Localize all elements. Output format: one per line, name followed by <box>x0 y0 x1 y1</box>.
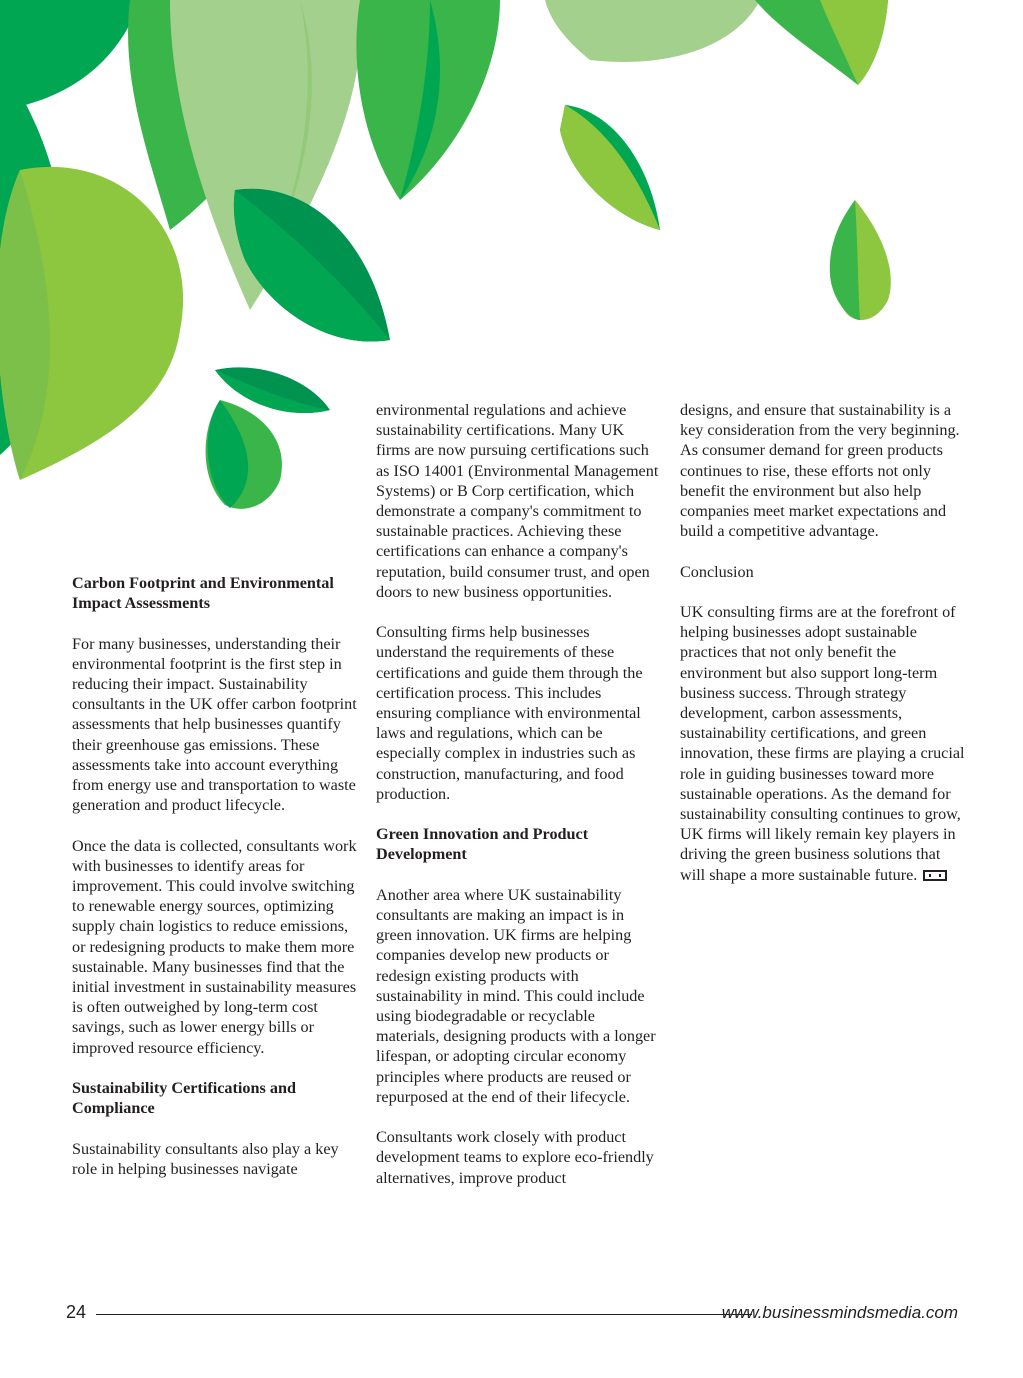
text-column-1 <box>72 573 357 1199</box>
conclusion-heading: Conclusion <box>680 562 754 581</box>
paragraph-last <box>680 602 965 885</box>
section-heading: Carbon Footprint and Environmental Impact Assessments <box>72 574 334 613</box>
paragraph: Consultants work closely with product development teams to explore eco-friendly alternatives, improve product <box>376 1128 654 1187</box>
text-column-3 <box>680 400 965 905</box>
section-heading: Sustainability Certifications and Compliance <box>72 1079 296 1118</box>
paragraph-text: UK consulting firms are at the forefront of helping businesses adopt sustainable practices that not only benefit the environment but also support long-term business success. Through strategy development, carbon assessments, sustainability certifications, and green innovation, these firms are playing a crucial role in guiding businesses toward more sustainable operations. As the demand for sustainability consulting continues to grow, UK firms will likely remain key players in driving the green business solutions that will shape a more sustainable future. <box>680 603 965 884</box>
paragraph: designs, and ensure that sustainability is a key consideration from the very beginning. As consumer demand for green products continues to rise, these efforts not only benefit the environment but also help companies meet market expectations and build a competitive advantage. <box>680 401 960 541</box>
website-link[interactable]: www.businessmindsmedia.com <box>721 1303 958 1322</box>
leaf-icon <box>560 105 660 230</box>
leaf-icon <box>830 200 860 320</box>
end-of-article-icon <box>923 870 947 881</box>
paragraph: Sustainability consultants also play a key role in helping businesses navigate <box>72 1139 339 1178</box>
text-column-2 <box>376 400 661 1208</box>
paragraph: environmental regulations and achieve sustainability certifications. Many UK firms are now pursuing certifications such as ISO 14001 (Environmental Management Systems) or B Corp certification, which demonstrate a company's commitment to sustainable practices. Achieving these certifications can enhance a company's reputation, build consumer trust, and open doors to new business opportunities. <box>376 401 659 601</box>
leaf-icon <box>0 0 140 110</box>
page-footer <box>66 1302 958 1330</box>
footer-divider <box>96 1314 752 1315</box>
paragraph: Consulting firms help businesses understand the requirements of these certifications and guide them through the certification process. This includes ensuring compliance with environmental laws and regulations, which can be especially complex in industries such as construction, manufacturing, and food production. <box>376 623 643 803</box>
section-heading: Green Innovation and Product Development <box>376 825 589 864</box>
paragraph: For many businesses, understanding their environmental footprint is the first step in reducing their impact. Sustainability consultants in the UK offer carbon footprint assessments that help businesses quantify their greenhouse gas emissions. These assessments take into account everything from energy use and transportation to waste generation and product lifecycle. <box>72 634 357 815</box>
paragraph: Once the data is collected, consultants work with businesses to identify areas for improvement. This could involve switching to renewable energy sources, optimizing supply chain logistics to reduce emissions, or redesigning products to make them more sustainable. Many businesses find that the initial investment in sustainability measures is often outweighed by long-term cost savings, such as lower energy bills or improved resource efficiency. <box>72 836 357 1057</box>
paragraph: Another area where UK sustainability consultants are making an impact is in green innovation. UK firms are helping companies develop new products or redesign existing products with sustainability in mind. This could include using biodegradable or recyclable materials, designing products with a longer lifespan, or adopting circular economy principles where products are reused or repurposed at the end of their lifecycle. <box>376 885 656 1106</box>
page-number: 24 <box>66 1302 87 1322</box>
leaf-icon <box>545 0 760 62</box>
